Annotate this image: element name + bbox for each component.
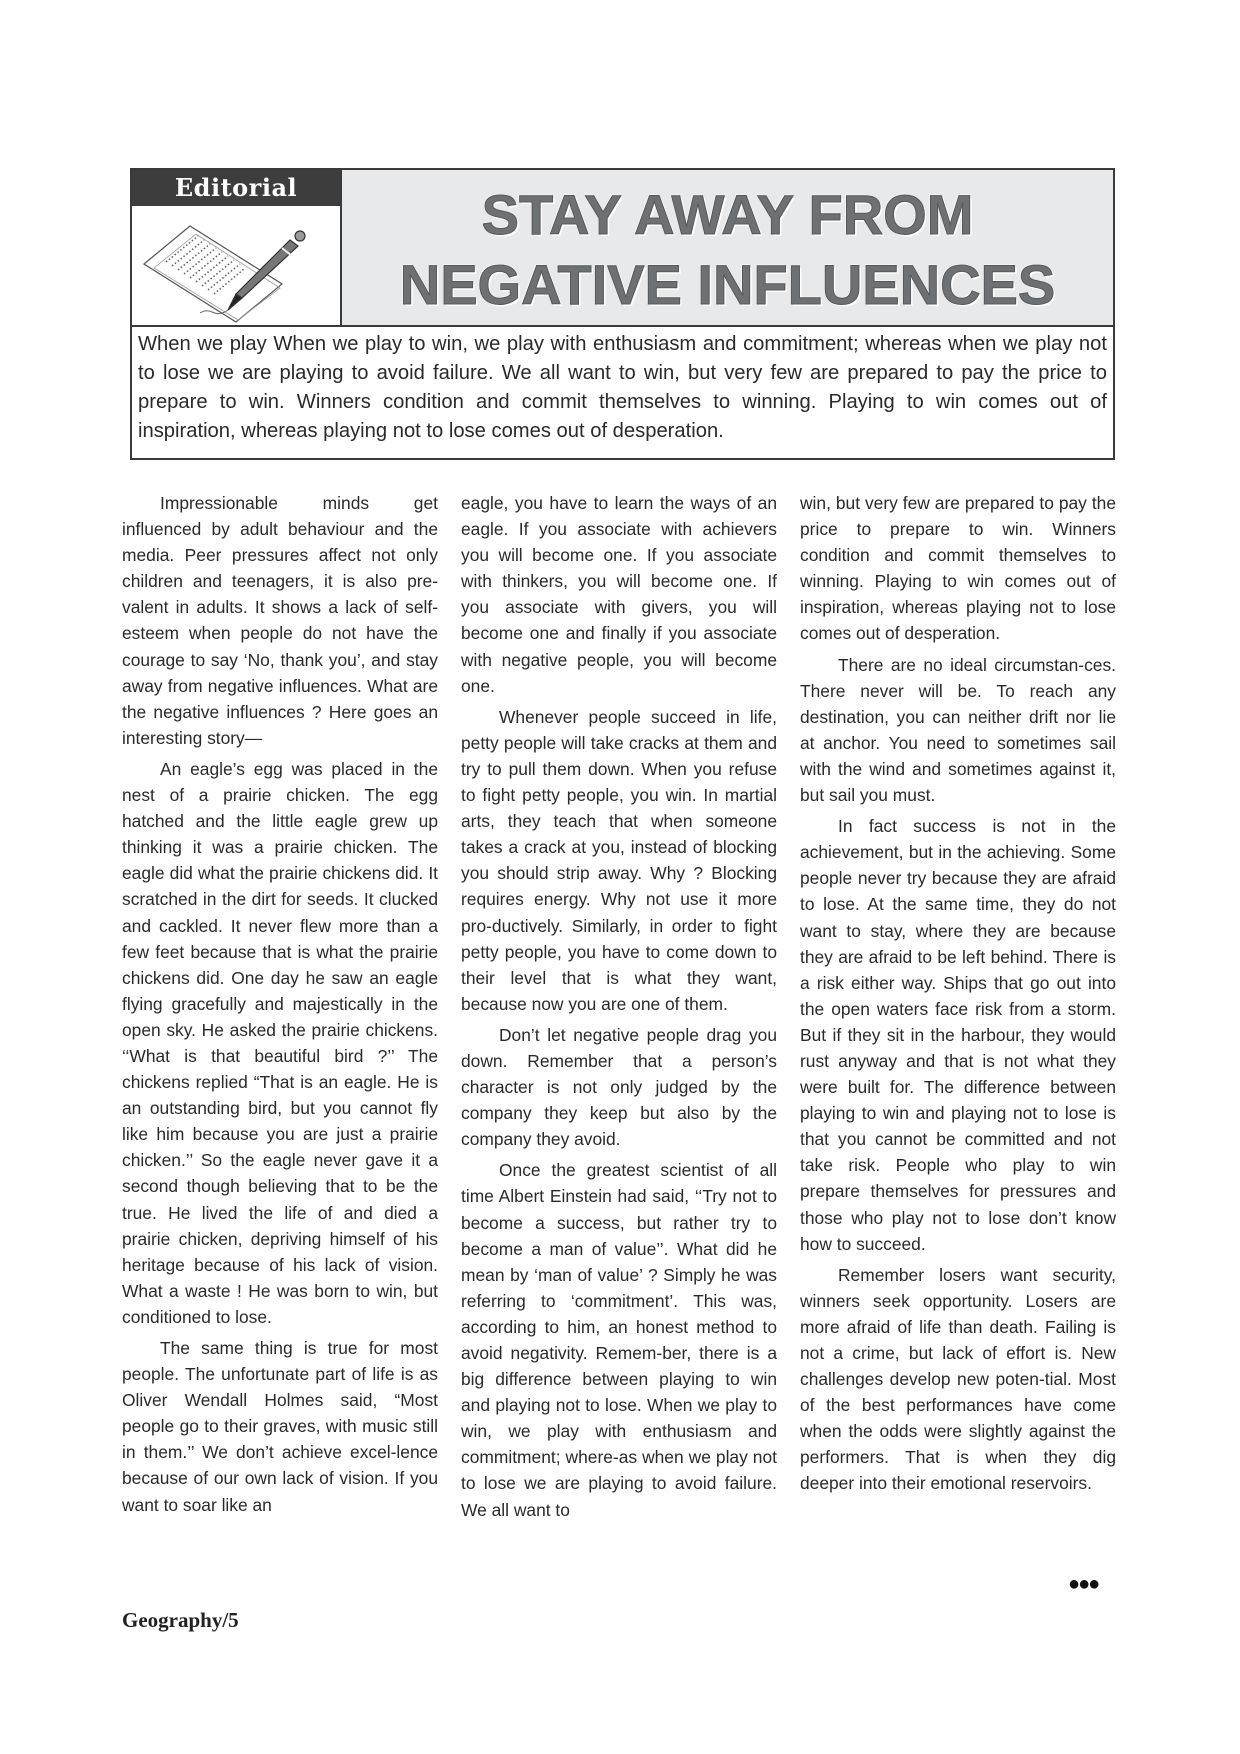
- page-footer: Geography/5: [122, 1608, 239, 1632]
- editorial-tag: Editorial: [132, 170, 340, 206]
- paragraph: There are no ideal circumstan-ces. There never will be. To reach any destination, you can neither drift nor lie at anchor. You need to sometimes sail with the wind and sometimes against it, but sail you must.: [800, 654, 1116, 806]
- paper-and-pen-icon: [132, 206, 340, 325]
- paragraph: Once the greatest scientist of all time Albert Einstein had said, ‘‘Try not to become a success, but rather try to become a man of value’’. What did he mean by ‘man of value’ ? Simply he was referring to ‘commitment’. This was, according to him, an honest method to avoid negativity. Remem-ber, there is a big difference between playing to win and playing not to lose. When we play to win, we play with enthusiasm and commitment; where-as when we play not to lose we are playing to avoid failure. We all want to: [461, 1160, 777, 1520]
- paragraph: Impressionable minds get influenced by adult behaviour and the media. Peer pressures affect not only children and teenagers, it is also pre-valent in adults. It shows a lack of self-esteem when people do not have the courage to say ‘No, thank you’, and stay away from negative influences. What are the negative influences ? Here goes an interesting story—: [122, 493, 438, 748]
- article-body: [122, 490, 1120, 1600]
- summary-text: When we play When we play to win, we play with enthusiasm and commitment; whereas when we play not to lose we are playing to avoid failure. We all want to win, but very few are prepared to pay the price to prepare to win. Winners condition and commit themselves to winning. Playing to win comes out of inspiration, whereas playing not to lose comes out of desperation.: [138, 333, 1107, 442]
- paragraph: Don’t let negative people drag you down. Remember that a person’s character is not only judged by the company they keep but also by the company they avoid.: [461, 1024, 777, 1150]
- paragraph: win, but very few are prepared to pay the price to prepare to win. Winners condition and commit themselves to winning. Playing to win comes out of inspiration, whereas playing not to lose comes out of desperation.: [800, 493, 1116, 644]
- editorial-header: [130, 168, 1115, 460]
- editorial-logo: [132, 170, 342, 325]
- column-1: [122, 490, 438, 1600]
- column-3: [800, 490, 1116, 1600]
- paragraph: eagle, you have to learn the ways of an eagle. If you associate with achievers you will become one. If you associate with thinkers, you will become one. If you associate with givers, you will become one and finally if you associate with negative people, you will become one.: [461, 493, 777, 696]
- title-line-2: NEGATIVE INFLUENCES: [399, 253, 1056, 316]
- column-2: [461, 490, 777, 1600]
- paragraph: An eagle’s egg was placed in the nest of a prairie chicken. The egg hatched and the little eagle grew up thinking it was a prairie chicken. The eagle did what the prairie chickens did. It scratched in the dirt for seeds. It clucked and cackled. It never flew more than a few feet because that is what the prairie chickens did. One day he saw an eagle flying gracefully and majestically in the open sky. He asked the prairie chickens. ‘‘What is that beautiful bird ?’’ The chickens replied “That is an eagle. He is an outstanding bird, but you cannot fly like him because you are just a prairie chicken.’’ So the eagle never gave it a second though believing that to be the true. He lived the life of and died a prairie chicken, depriving himself of his heritage because of his lack of vision. What a waste ! He was born to win, but conditioned to lose.: [122, 758, 438, 1327]
- page-title: [342, 180, 1113, 320]
- paragraph: The same thing is true for most people. The unfortunate part of life is as Oliver Wendall Holmes said, “Most people go to their graves, with music still in them.’’ We don’t achieve excel-lence because of our own lack of vision. If you want to soar like an: [122, 1338, 438, 1515]
- header-banner: [132, 170, 1113, 327]
- paragraph: Whenever people succeed in life, petty people will take cracks at them and try to pull them down. When you refuse to fight petty people, you win. In martial arts, they teach that when someone takes a crack at you, instead of blocking you should strip away. Why ? Blocking requires energy. Why not use it more pro-ductively. Similarly, in order to fight petty people, you have to come down to their level that is what they want, because now you are one of them.: [461, 706, 777, 1014]
- end-of-article-icon: ●●●: [1068, 1573, 1099, 1595]
- title-line-1: STAY AWAY FROM: [481, 183, 974, 246]
- paragraph: Remember losers want security, winners seek opportunity. Losers are more afraid of life than death. Failing is not a crime, but lack of effort is. New challenges develop new poten-tial. Most of the best performances have come when the odds were slightly against the performers. That is when they dig deeper into their emotional reservoirs.: [800, 1264, 1116, 1494]
- paragraph: In fact success is not in the achievement, but in the achieving. Some people never try because they are afraid to lose. At the same time, they do not want to stay, where they are because they are afraid to be left behind. There is a risk either way. Ships that go out into the open waters face risk from a storm. But if they sit in the harbour, they would rust anyway and that is not what they were built for. The difference between playing to win and playing not to lose is that you cannot be committed and not take risk. People who play to win prepare themselves for pressures and those who play not to lose don’t know how to succeed.: [800, 816, 1116, 1254]
